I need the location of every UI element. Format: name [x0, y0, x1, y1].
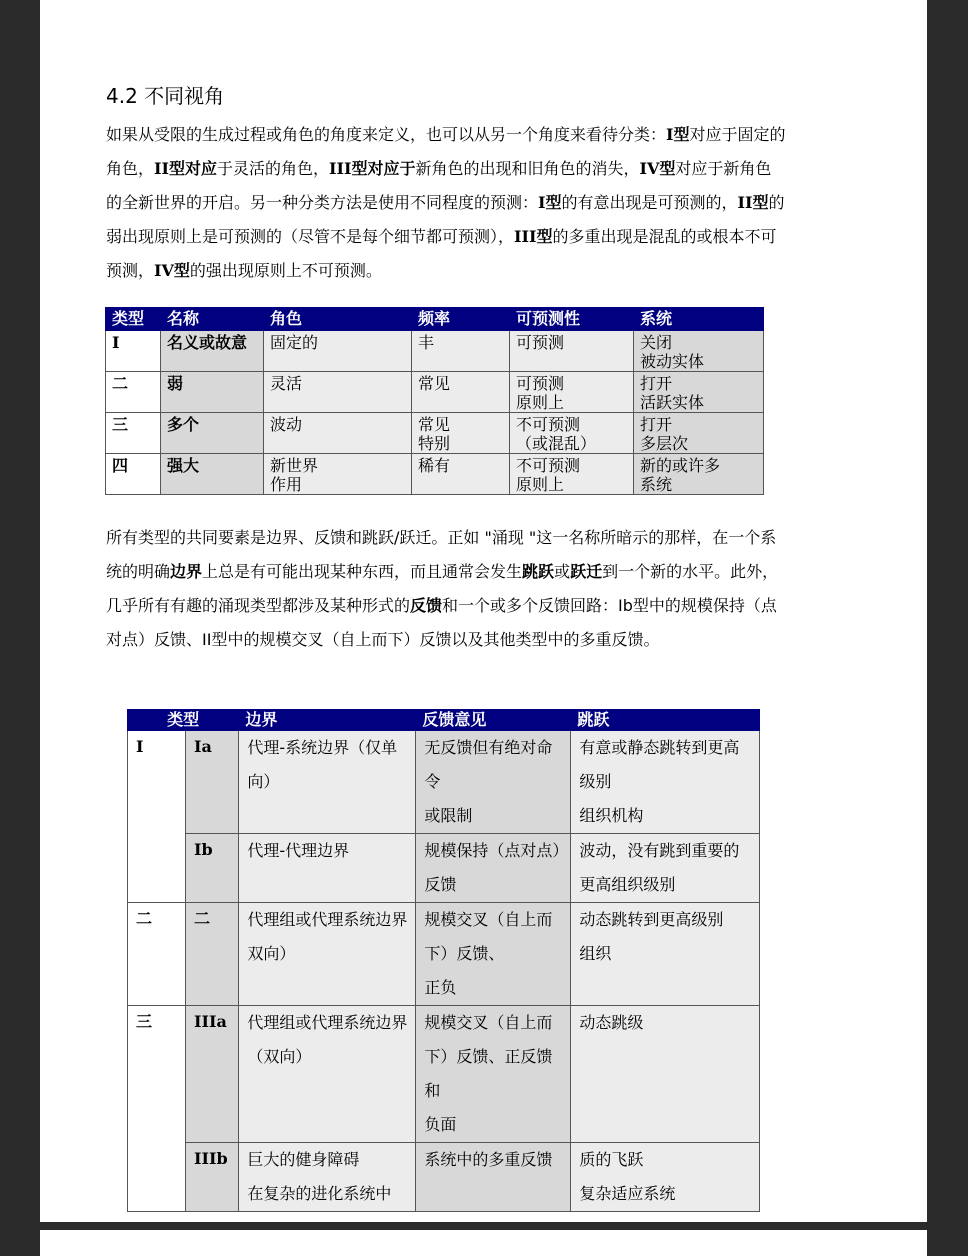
- bold-run: 反馈: [410, 596, 443, 615]
- table1-cell: 固定的: [264, 331, 412, 372]
- text-run: 的有意出现是可预测的，: [561, 193, 738, 212]
- table1-row: [106, 413, 764, 454]
- table2-header: 反馈意见: [416, 710, 571, 731]
- text-run: 对应于固定的角色，: [106, 125, 786, 178]
- text-run: 于灵活的角色，: [217, 159, 330, 178]
- boundary-feedback-table: [127, 709, 760, 1212]
- table1-cell: 强大: [161, 454, 264, 495]
- table1-cell: 三: [106, 413, 161, 454]
- text-run: 所有类型的共同要素是边界、反馈和跳跃/跃迁。正如 "涌现 "这一名称所暗示的那样，在一个系统的明确: [106, 528, 777, 581]
- bold-run: II型对应: [154, 159, 217, 178]
- table2-boundary-cell: 巨大的健身障碍 在复杂的进化系统中: [239, 1143, 416, 1212]
- table1-header: 系统: [634, 308, 764, 331]
- text-run: 和一个或多个反馈回路：Ib型中的规模保持（点对点）反馈、II型中的规模交叉（自上而下）反馈以及其他类型中的多重反馈。: [106, 596, 777, 649]
- text-run: 对应于新角色的全新世界的开启。另一种分类方法是使用不同程度的预测：: [106, 159, 772, 212]
- table2-feedback-cell: 无反馈但有绝对命令 或限制: [416, 731, 571, 834]
- table2-header: 跳跃: [571, 710, 760, 731]
- section-heading: 4.2 不同视角: [106, 84, 225, 108]
- table1-cell: 多个: [161, 413, 264, 454]
- table1-cell: 常见: [412, 372, 510, 413]
- table1-cell: 打开 活跃实体: [634, 372, 764, 413]
- table1-cell: 打开 多层次: [634, 413, 764, 454]
- table1-cell: 灵活: [264, 372, 412, 413]
- table2-jump-cell: 有意或静态跳转到更高级别 组织机构: [571, 731, 760, 834]
- table1-cell: 弱: [161, 372, 264, 413]
- table1-cell: 四: [106, 454, 161, 495]
- table1-cell: I: [106, 331, 161, 372]
- table1-cell: 丰: [412, 331, 510, 372]
- table1-cell: 可预测: [510, 331, 634, 372]
- bold-run: 跃迁: [570, 562, 603, 581]
- table1-cell: 稀有: [412, 454, 510, 495]
- paragraph-2: [106, 521, 786, 657]
- bold-run: III型对应于: [329, 159, 416, 178]
- table2-header-row: [128, 710, 760, 731]
- bold-run: I型: [538, 193, 562, 212]
- table1-cell: 新的或许多 系统: [634, 454, 764, 495]
- table2-type-cell: 二: [128, 903, 186, 1006]
- text-run: 上总是有可能出现某种东西，而且通常会发生: [202, 562, 523, 581]
- table1-header-row: [106, 308, 764, 331]
- table2-sub-cell: 二: [186, 903, 239, 1006]
- table2-type-cell: 三: [128, 1006, 186, 1212]
- text-run: 的多重出现是混乱的或根本不可预测，: [106, 227, 777, 280]
- table1-cell: 常见 特别: [412, 413, 510, 454]
- table1-cell: 名义或故意: [161, 331, 264, 372]
- table2-boundary-cell: 代理组或代理系统边界 双向）: [239, 903, 416, 1006]
- table2-row: [128, 1143, 760, 1212]
- table1-cell: 关闭 被动实体: [634, 331, 764, 372]
- emergence-types-table: [105, 307, 764, 495]
- table2-header: 边界: [239, 710, 416, 731]
- table2-feedback-cell: 系统中的多重反馈: [416, 1143, 571, 1212]
- text-run: 到一个新的水平。此外，几乎所有有趣的涌现类型都涉及某种形式的: [106, 562, 779, 615]
- table2-header: 类型: [128, 710, 239, 731]
- table1-header: 可预测性: [510, 308, 634, 331]
- table1-cell: 新世界 作用: [264, 454, 412, 495]
- paragraph-1: [106, 118, 786, 288]
- table2-jump-cell: 质的飞跃 复杂适应系统: [571, 1143, 760, 1212]
- table1-row: [106, 372, 764, 413]
- text-run: 的强出现原则上不可预测。: [189, 261, 382, 280]
- table1-cell: 可预测 原则上: [510, 372, 634, 413]
- bold-run: IV型: [639, 159, 676, 178]
- bold-run: II型: [737, 193, 769, 212]
- table2-sub-cell: Ib: [186, 834, 239, 903]
- table1-cell: 波动: [264, 413, 412, 454]
- text-run: 如果从受限的生成过程或角色的角度来定义，也可以从另一个角度来看待分类：: [106, 125, 667, 144]
- bold-run: III型: [514, 227, 553, 246]
- table2-sub-cell: IIIb: [186, 1143, 239, 1212]
- table2-boundary-cell: 代理-代理边界: [239, 834, 416, 903]
- next-page: [40, 1230, 927, 1256]
- table2-boundary-cell: 代理组或代理系统边界（双向）: [239, 1006, 416, 1143]
- table1-header: 频率: [412, 308, 510, 331]
- bold-run: 跳跃: [522, 562, 555, 581]
- table2-jump-cell: 波动，没有跳到重要的更高组织级别: [571, 834, 760, 903]
- table2-row: [128, 731, 760, 834]
- table2-type-cell: I: [128, 731, 186, 903]
- text-run: 新角色的出现和旧角色的消失，: [415, 159, 640, 178]
- table2-sub-cell: IIIa: [186, 1006, 239, 1143]
- table1-header: 类型: [106, 308, 161, 331]
- table2-feedback-cell: 规模交叉（自上而下）反馈、正反馈和 负面: [416, 1006, 571, 1143]
- text-run: 的弱出现原则上是可预测的（尽管不是每个细节都可预测），: [106, 193, 785, 246]
- table2-feedback-cell: 规模保持（点对点）反馈: [416, 834, 571, 903]
- table2-jump-cell: 动态跳级: [571, 1006, 760, 1143]
- table1-cell: 不可预测 （或混乱）: [510, 413, 634, 454]
- table2-jump-cell: 动态跳转到更高级别 组织: [571, 903, 760, 1006]
- bold-run: IV型: [154, 261, 190, 280]
- bold-run: I型: [666, 125, 690, 144]
- table1-header: 名称: [161, 308, 264, 331]
- table2-row: [128, 1006, 760, 1143]
- table2-row: [128, 903, 760, 1006]
- table1-cell: 二: [106, 372, 161, 413]
- table2-boundary-cell: 代理-系统边界（仅单向）: [239, 731, 416, 834]
- table2-feedback-cell: 规模交叉（自上而下）反馈、 正负: [416, 903, 571, 1006]
- table2-sub-cell: Ia: [186, 731, 239, 834]
- bold-run: 边界: [170, 562, 203, 581]
- table1-cell: 不可预测 原则上: [510, 454, 634, 495]
- table2-row: [128, 834, 760, 903]
- table1-header: 角色: [264, 308, 412, 331]
- table1-row: [106, 331, 764, 372]
- text-run: 或: [554, 562, 571, 581]
- table1-row: [106, 454, 764, 495]
